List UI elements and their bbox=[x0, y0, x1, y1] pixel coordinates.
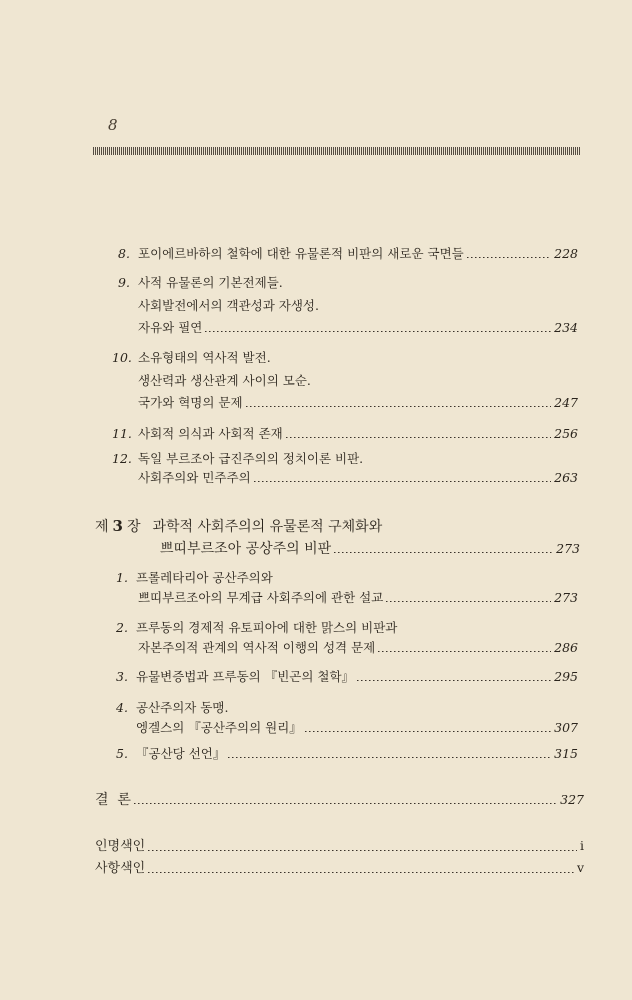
entry-number: 8. bbox=[118, 246, 130, 261]
entry-title-cont: 사회발전에서의 객관성과 자생성. bbox=[138, 298, 319, 313]
chapter-number: 3 bbox=[112, 517, 123, 535]
leader-dots bbox=[467, 257, 551, 258]
toc-sub-1-line2[interactable] bbox=[138, 590, 578, 606]
leader-dots bbox=[254, 481, 551, 482]
chapter-title: 과학적 사회주의의 유물론적 구체화와 bbox=[152, 519, 383, 535]
conclusion-page: 327 bbox=[560, 792, 584, 807]
toc-sub-1-line1[interactable] bbox=[116, 570, 273, 586]
entry-page: 234 bbox=[554, 320, 578, 335]
leader-dots bbox=[134, 803, 557, 804]
toc-name-index[interactable] bbox=[95, 838, 584, 855]
entry-number: 12. bbox=[112, 451, 132, 466]
entry-title: 프루동의 경제적 유토피아에 대한 맑스의 비판과 bbox=[136, 620, 398, 635]
leader-dots bbox=[386, 601, 551, 602]
entry-number: 3. bbox=[116, 669, 128, 684]
toc-sub-5[interactable] bbox=[116, 746, 578, 762]
chapter-prefix: 제 bbox=[95, 519, 109, 535]
entry-page: 286 bbox=[554, 640, 578, 655]
entry-title-cont: 생산력과 생산관계 사이의 모순. bbox=[138, 373, 311, 388]
entry-page: 307 bbox=[554, 720, 578, 735]
entry-page: 247 bbox=[554, 395, 578, 410]
entry-number: 11. bbox=[112, 426, 132, 441]
entry-number: 10. bbox=[112, 350, 132, 365]
leader-dots bbox=[228, 757, 551, 758]
entry-number: 2. bbox=[116, 620, 128, 635]
chapter-title-cont: 쁘띠부르조아 공상주의 비판 bbox=[160, 541, 332, 557]
entry-page: 228 bbox=[554, 246, 578, 261]
index-title: 인명색인 bbox=[95, 839, 146, 854]
chapter-suffix: 장 bbox=[126, 519, 141, 535]
toc-conclusion[interactable] bbox=[95, 792, 584, 808]
chapter-heading-line1[interactable] bbox=[95, 518, 382, 535]
entry-number: 4. bbox=[116, 700, 128, 715]
toc-sub-2-line1[interactable] bbox=[116, 620, 397, 636]
entry-title: 소유형태의 역사적 발전. bbox=[138, 350, 271, 365]
conclusion-title: 결 론 bbox=[95, 792, 131, 808]
toc-entry-11[interactable] bbox=[112, 426, 578, 442]
entry-page: 273 bbox=[554, 590, 578, 605]
leader-dots bbox=[286, 437, 551, 438]
entry-title: 유물변증법과 프루동의 『빈곤의 철학』 bbox=[136, 669, 355, 684]
toc-entry-12-line2[interactable] bbox=[138, 470, 578, 486]
entry-page: 315 bbox=[554, 746, 578, 761]
entry-title: 공산주의자 동맹. bbox=[136, 700, 229, 715]
entry-number: 1. bbox=[116, 570, 128, 585]
toc-entry-9-line2 bbox=[138, 298, 319, 314]
header-rule bbox=[93, 147, 581, 155]
leader-dots bbox=[305, 731, 551, 732]
page-number: 8 bbox=[108, 116, 118, 134]
index-title: 사항색인 bbox=[95, 861, 146, 876]
entry-title-last: 엥겔스의 『공산주의의 원리』 bbox=[136, 720, 302, 735]
toc-sub-4-line2[interactable] bbox=[136, 720, 578, 736]
leader-dots bbox=[246, 406, 552, 407]
entry-title-last: 자본주의적 관계의 역사적 이행의 성격 문제 bbox=[138, 640, 376, 655]
index-page: v bbox=[576, 860, 584, 875]
index-page: i bbox=[580, 838, 584, 853]
entry-title: 독일 부르조아 급진주의의 정치이론 비판. bbox=[138, 451, 364, 466]
entry-title-last: 국가와 혁명의 문제 bbox=[138, 395, 243, 410]
entry-title: 프롤레타리아 공산주의와 bbox=[136, 570, 273, 585]
entry-title-last: 자유와 필연 bbox=[138, 320, 203, 335]
toc-entry-12-line1[interactable] bbox=[112, 451, 363, 467]
toc-entry-9-line1[interactable] bbox=[118, 275, 283, 291]
leader-dots bbox=[357, 680, 551, 681]
chapter-page: 273 bbox=[556, 541, 580, 556]
entry-title: 포이에르바하의 철학에 대한 유물론적 비판의 새로운 국면들 bbox=[138, 246, 464, 261]
entry-number: 9. bbox=[118, 275, 130, 290]
entry-title-last: 쁘띠부르조아의 무계급 사회주의에 관한 설교 bbox=[138, 590, 384, 605]
entry-title: 사적 유물론의 기본전제들. bbox=[138, 275, 283, 290]
leader-dots bbox=[334, 552, 553, 553]
toc-sub-2-line2[interactable] bbox=[138, 640, 578, 656]
toc-entry-10-line3[interactable] bbox=[138, 395, 578, 411]
entry-page: 256 bbox=[554, 426, 578, 441]
entry-title: 사회적 의식과 사회적 존재 bbox=[138, 426, 283, 441]
leader-dots bbox=[148, 850, 577, 851]
entry-number: 5. bbox=[116, 746, 128, 761]
toc-entry-9-line3[interactable] bbox=[138, 320, 578, 336]
leader-dots bbox=[378, 651, 551, 652]
entry-title-last: 사회주의와 민주주의 bbox=[138, 470, 251, 485]
toc-sub-3[interactable] bbox=[116, 669, 578, 685]
entry-page: 263 bbox=[554, 470, 578, 485]
entry-page: 295 bbox=[554, 669, 578, 684]
toc-sub-4-line1[interactable] bbox=[116, 700, 228, 716]
toc-entry-8[interactable] bbox=[118, 246, 578, 262]
entry-title: 『공산당 선언』 bbox=[136, 746, 226, 761]
leader-dots bbox=[205, 331, 551, 332]
toc-subject-index[interactable] bbox=[95, 860, 584, 877]
chapter-heading-line2[interactable] bbox=[160, 541, 580, 557]
leader-dots bbox=[148, 872, 574, 873]
toc-entry-10-line2 bbox=[138, 373, 311, 389]
toc-entry-10-line1[interactable] bbox=[112, 350, 271, 366]
